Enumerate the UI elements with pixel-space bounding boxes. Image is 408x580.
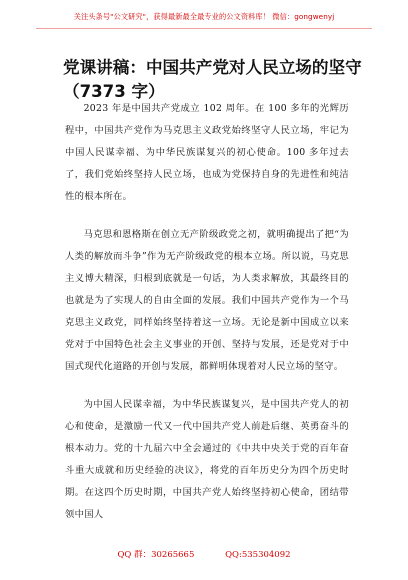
title-line-2: （7373 字）: [63, 82, 165, 101]
paragraph: 马克思和恩格斯在创立无产阶级政党之初，就明确提出了把“为人类的解放而斗争”作为无产阶级政党的根本立场。所以说，马克思主义博大精深，归根到底就是一句话，为人类求解放，其最终目的也就是为了实现人的自由全面的发展。我们中国共产党作为一个马克思主义政党，同样始终坚持着这一立场。无论是新中国成立以来党对于中国特色社会主义事业的开创、坚持与发展，还是党对于中国式现代化道路的开创与发展，都鲜明体现着对人民立场的坚守。: [65, 229, 349, 372]
header-banner: [0, 0, 408, 34]
header-divider: [36, 28, 372, 29]
footer-qq-group: QQ 群：30265665: [117, 550, 195, 560]
paragraph: 2023 年是中国共产党成立 102 周年。在 100 多年的光辉历程中，中国共产党作为马克思主义政党始终坚守人民立场，牢记为中国人民谋幸福、为中华民族谋复兴的初心使命。100 多年过去了，我们党始终坚持人民立场，也成为党保持自身的先进性和纯洁性的根本所在。: [65, 103, 349, 202]
header-promo-text: 关注头条号"公文研究"，获得最新最全最专业的公文资料库！ 微信：gongwenyj: [73, 12, 335, 21]
document-title: [63, 56, 363, 104]
paragraph: 为中国人民谋幸福，为中华民族谋复兴，是中国共产党人的初心和使命，是激励一代又一代中国共产党人前赴后继、英勇奋斗的根本动力。党的十九届六中全会通过的《中共中央关于党的百年奋斗重大成就和历史经验的决议》，将党的百年历史分为四个历史时期。在这四个历史时期，中国共产党人始终坚持初心使命，团结带领中国人: [65, 399, 349, 520]
footer-qq: QQ:535304092: [225, 550, 291, 560]
title-line-1: 党课讲稿：中国共产党对人民立场的坚守: [63, 58, 362, 77]
footer: [0, 548, 408, 560]
document-body: [65, 98, 349, 526]
